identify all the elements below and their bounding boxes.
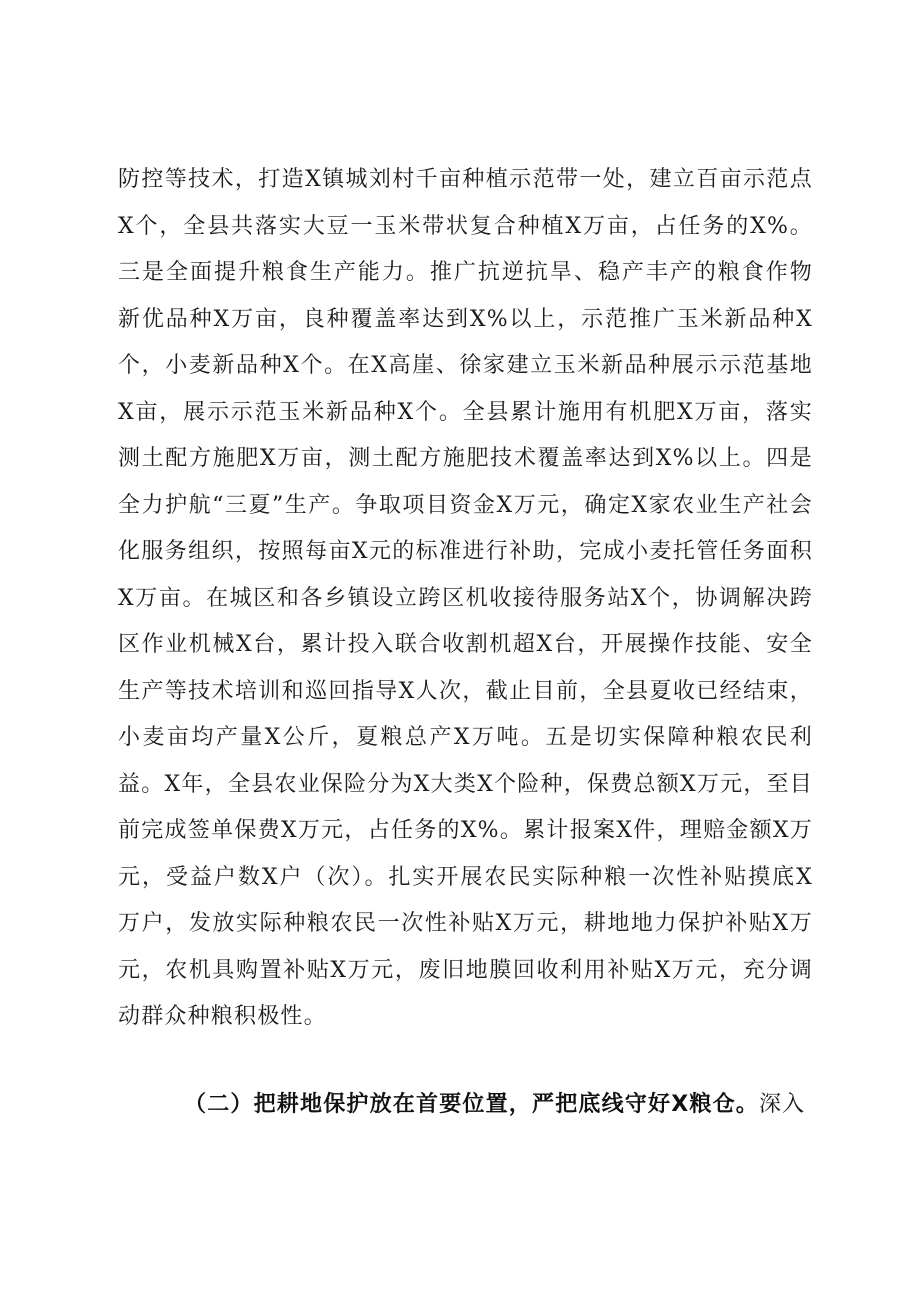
section-text: 深入 <box>758 1092 806 1117</box>
section-heading: （二）把耕地保护放在首要位置，严把底线守好X粮仓。 <box>184 1092 759 1117</box>
section-paragraph <box>118 1082 818 1129</box>
body-paragraph: 防控等技术，打造X镇城刘村千亩种植示范带一处，建立百亩示范点X个，全县共落实大豆一玉米带状复合种植X万亩，占任务的X%。三是全面提升粮食生产能力。推广抗逆抗旱、稳产丰产的粮食作物新优品种X万亩，良种覆盖率达到X%以上，示范推广玉米新品种X个，小麦新品种X个。在X高崖、徐家建立玉米新品种展示示范基地X亩，展示示范玉米新品种X个。全县累计施用有机肥X万亩，落实测土配方施肥X万亩，测土配方施肥技术覆盖率达到X%以上。四是全力护航“三夏”生产。争取项目资金X万元，确定X家农业生产社会化服务组织，按照每亩X元的标准进行补助，完成小麦托管任务面积X万亩。在城区和各乡镇设立跨区机收接待服务站X个，协调解决跨区作业机械X台，累计投入联合收割机超X台，开展操作技能、安全生产等技术培训和巡回指导X人次，截止目前，全县夏收已经结束，小麦亩均产量X公斤，夏粮总产X万吨。五是切实保障种粮农民利益。X年，全县农业保险分为X大类X个险种，保费总额X万元，至目前完成签单保费X万元，占任务的X%。累计报案X件，理赔金额X万元，受益户数X户（次）。扎实开展农民实际种粮一次性补贴摸底X万户，发放实际种粮农民一次性补贴X万元，耕地地力保护补贴X万元，农机具购置补贴X万元，废旧地膜回收利用补贴X万元，充分调动群众种粮积极性。 <box>118 167 813 1029</box>
